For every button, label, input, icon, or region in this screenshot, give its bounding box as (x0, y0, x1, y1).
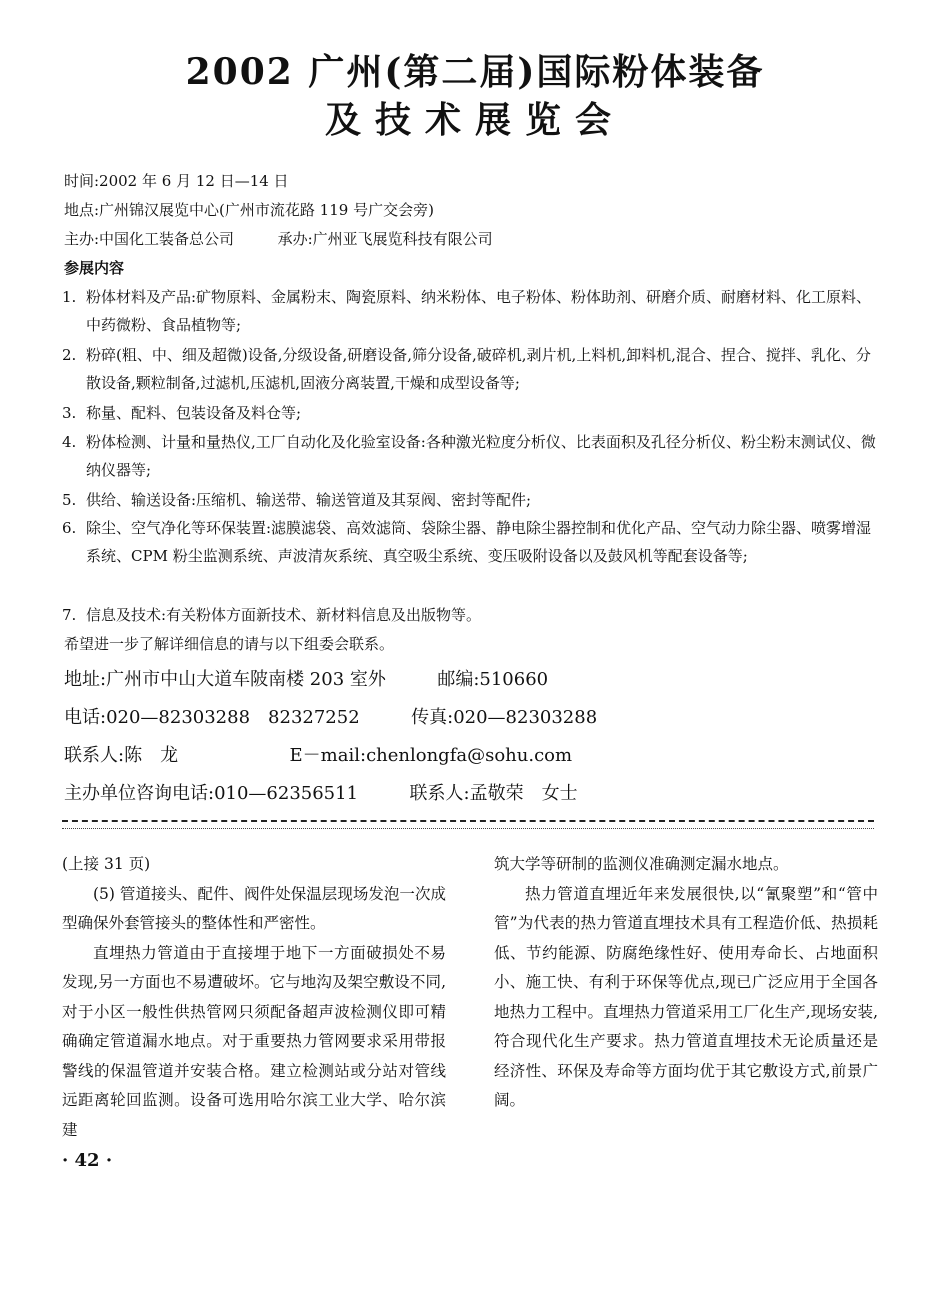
item-text: 除尘、空气净化等环保装置:滤膜滤袋、高效滤筒、袋除尘器、静电除尘器控制和优化产品、空气动力除尘器、喷雾增湿系统、CPM 粉尘监测系统、声波清灰系统、真空吸尘系统、变压吸附设备以及鼓风机等配套设备等; (86, 519, 872, 565)
article-right-column (494, 850, 878, 1116)
item-number: 6. (62, 519, 77, 537)
contact-person: 联系人:陈 龙 (64, 745, 179, 766)
continued-note: (上接 31 页) (62, 855, 151, 873)
article-paragraph-continued: 筑大学等研制的监测仪准确测定漏水地点。 (494, 855, 789, 873)
item-text: 粉体材料及产品:矿物原料、金属粉末、陶瓷原料、纳米粉体、电子粉体、粉体助剂、研磨介质、耐磨材料、化工原料、中药微粉、食品植物等; (86, 288, 872, 334)
contact-line-phone (64, 706, 597, 730)
item-number: 1. (62, 288, 77, 306)
closing-note: 希望进一步了解详细信息的请与以下组委会联系。 (64, 635, 395, 653)
event-hosts (64, 229, 493, 249)
title-line-1: 2002 广州(第二届)国际粉体装备 (185, 51, 765, 93)
article-paragraph: 热力管道直埋近年来发展很快,以“氰聚塑”和“管中管”为代表的热力管道直埋技术具有工程造价低、热损耗低、节约能源、防腐绝缘性好、使用寿命长、占地面积小、施工快、有利于环保等优点,现已广泛应用于全国各地热力工程中。直埋热力管道采用工厂化生产,现场安装,符合现代化生产要求。热力管道直埋技术无论质量还是经济性、环保及寿命等方面均优于其它敷设方式,前景广阔。 (494, 884, 878, 1109)
item-number: 5. (62, 491, 77, 509)
exhibit-item-7 (62, 601, 882, 629)
article-left-column (62, 850, 446, 1145)
host-phone: 主办单位咨询电话:010—62356511 (64, 783, 359, 804)
exhibit-item-2 (62, 341, 882, 397)
item-text: 粉碎(粗、中、细及超微)设备,分级设备,研磨设备,筛分设备,破碎机,剥片机,上料机,卸料机,混合、捏合、搅拌、乳化、分散设备,颗粒制备,过滤机,压滤机,固液分离装置,干燥和成型设备等; (86, 346, 871, 392)
host-contact: 联系人:孟敬荣 女士 (409, 783, 578, 804)
exhibit-item-4 (62, 428, 882, 484)
article-paragraph: 直埋热力管道由于直接埋于地下一方面破损处不易发现,另一方面也不易遭破坏。它与地沟及架空敷设不同,对于小区一般性供热管网只须配备超声波检测仪即可精确确定管道漏水地点。对于重要热力管网要求采用带报警线的保温管道并安装合格。建立检测站或分站对管线远距离轮回监测。设备可选用哈尔滨工业大学、哈尔滨建 (62, 943, 446, 1139)
contact-line-address (64, 668, 548, 692)
phone: 电话:020—82303288 82327252 (64, 707, 360, 728)
item-number: 2. (62, 346, 77, 364)
email: E－mail:chenlongfa@sohu.com (289, 745, 573, 766)
event-time: 时间:2002 年 6 月 12 日—14 日 (64, 172, 289, 190)
host: 主办:中国化工装备总公司 (64, 230, 235, 248)
exhibit-item-5 (62, 486, 882, 514)
organizer: 承办:广州亚飞展览科技有限公司 (277, 230, 493, 248)
contact-line-person (64, 744, 572, 768)
title-line-2: 及技术展览会 (324, 99, 625, 141)
item-number: 7. (62, 606, 77, 624)
item-number: 3. (62, 404, 77, 422)
contact-line-host (64, 782, 578, 806)
item-text: 称量、配料、包装设备及料仓等; (86, 404, 302, 422)
postcode: 邮编:510660 (437, 669, 549, 690)
address: 地址:广州市中山大道车陂南楼 203 室外 (64, 669, 386, 690)
item-text: 信息及技术:有关粉体方面新技术、新材料信息及出版物等。 (86, 606, 482, 624)
exhibit-item-1 (62, 283, 882, 339)
item-text: 粉体检测、计量和量热仪,工厂自动化及化验室设备:各种激光粒度分析仪、比表面积及孔径分析仪、粉尘粉末测试仪、微纳仪器等; (86, 433, 876, 479)
item-number: 4. (62, 433, 77, 451)
page-number: · 42 · (62, 1150, 113, 1171)
section-divider (62, 820, 874, 829)
article-paragraph: (5) 管道接头、配件、阀件处保温层现场发泡一次成型确保外套管接头的整体性和严密性。 (62, 884, 446, 932)
item-text: 供给、输送设备:压缩机、输送带、输送管道及其泵阀、密封等配件; (86, 491, 532, 509)
event-place: 地点:广州锦汉展览中心(广州市流花路 119 号广交会旁) (64, 201, 434, 219)
exhibit-item-6 (62, 514, 882, 570)
exhibit-heading: 参展内容 (64, 259, 125, 277)
exhibit-item-3 (62, 399, 882, 427)
fax: 传真:020—82303288 (411, 707, 598, 728)
